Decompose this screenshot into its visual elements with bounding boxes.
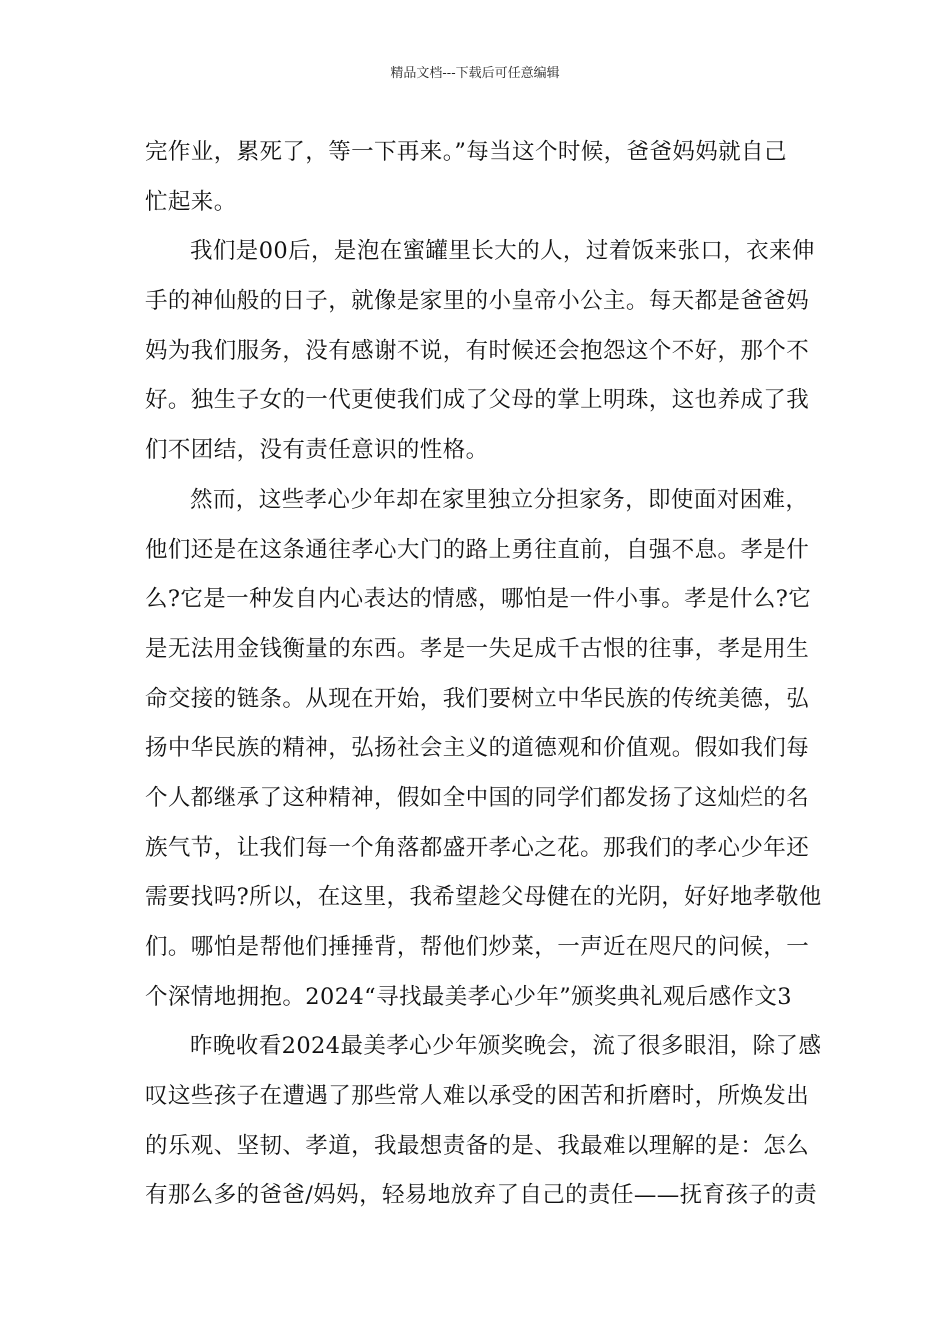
text-line: 手的神仙般的日子，就像是家里的小皇帝小公主。每天都是爸爸妈 (145, 288, 810, 315)
text-line: 妈为我们服务，没有感谢不说，有时候还会抱怨这个不好，那个不 (145, 337, 810, 364)
text-line: 族气节，让我们每一个角落都盛开孝心之花。那我们的孝心少年还 (145, 834, 810, 861)
document-body (145, 128, 822, 1221)
text-line: 命交接的链条。从现在开始，我们要树立中华民族的传统美德，弘 (145, 685, 810, 712)
text-line: 完作业，累死了，等一下再来。”每当这个时候，爸爸妈妈就自己 (145, 139, 787, 165)
paragraph-start-line: 然而，这些孝心少年却在家里独立分担家务，即使面对困难， (190, 486, 809, 513)
text-line: 好。独生子女的一代更使我们成了父母的掌上明珠，这也养成了我 (145, 387, 810, 414)
text-line: 们。哪怕是帮他们捶捶背，帮他们炒菜，一声近在咫尺的问候，一 (145, 934, 810, 960)
text-line: 个人都继承了这种精神，假如全中国的同学们都发扬了这灿烂的名 (145, 784, 810, 811)
text-line: 个深情地拥抱。2024“寻找最美孝心少年”颁奖典礼观后感作文3 (145, 983, 792, 1010)
text-line: 他们还是在这条通往孝心大门的路上勇往直前，自强不息。孝是什 (145, 536, 810, 563)
paragraph-start-line: 我们是00后，是泡在蜜罐里长大的人，过着饭来张口，衣来伸 (190, 238, 815, 265)
text-line: 们不团结，没有责任意识的性格。 (145, 437, 489, 464)
text-line: 是无法用金钱衡量的东西。孝是一失足成千古恨的往事，孝是用生 (145, 635, 810, 662)
text-line: 有那么多的爸爸/妈妈，轻易地放弃了自己的责任——抚育孩子的责 (145, 1182, 818, 1209)
paragraph-start-line: 昨晚收看2024最美孝心少年颁奖晚会，流了很多眼泪，除了感 (190, 1033, 822, 1060)
text-line: 的乐观、坚韧、孝道，我最想责备的是、我最难以理解的是：怎么 (145, 1132, 810, 1159)
text-line: 忙起来。 (145, 188, 237, 215)
text-line: 么?它是一种发自内心表达的情感，哪怕是一件小事。孝是什么?它 (145, 586, 812, 613)
page-header: 精品文档---下载后可任意编辑 (390, 66, 560, 81)
text-line: 需要找吗?所以，在这里，我希望趁父母健在的光阴，好好地孝敬他 (145, 884, 822, 911)
text-line: 叹这些孩子在遭遇了那些常人难以承受的困苦和折磨时，所焕发出 (145, 1083, 810, 1110)
text-line: 扬中华民族的精神，弘扬社会主义的道德观和价值观。假如我们每 (145, 735, 810, 762)
